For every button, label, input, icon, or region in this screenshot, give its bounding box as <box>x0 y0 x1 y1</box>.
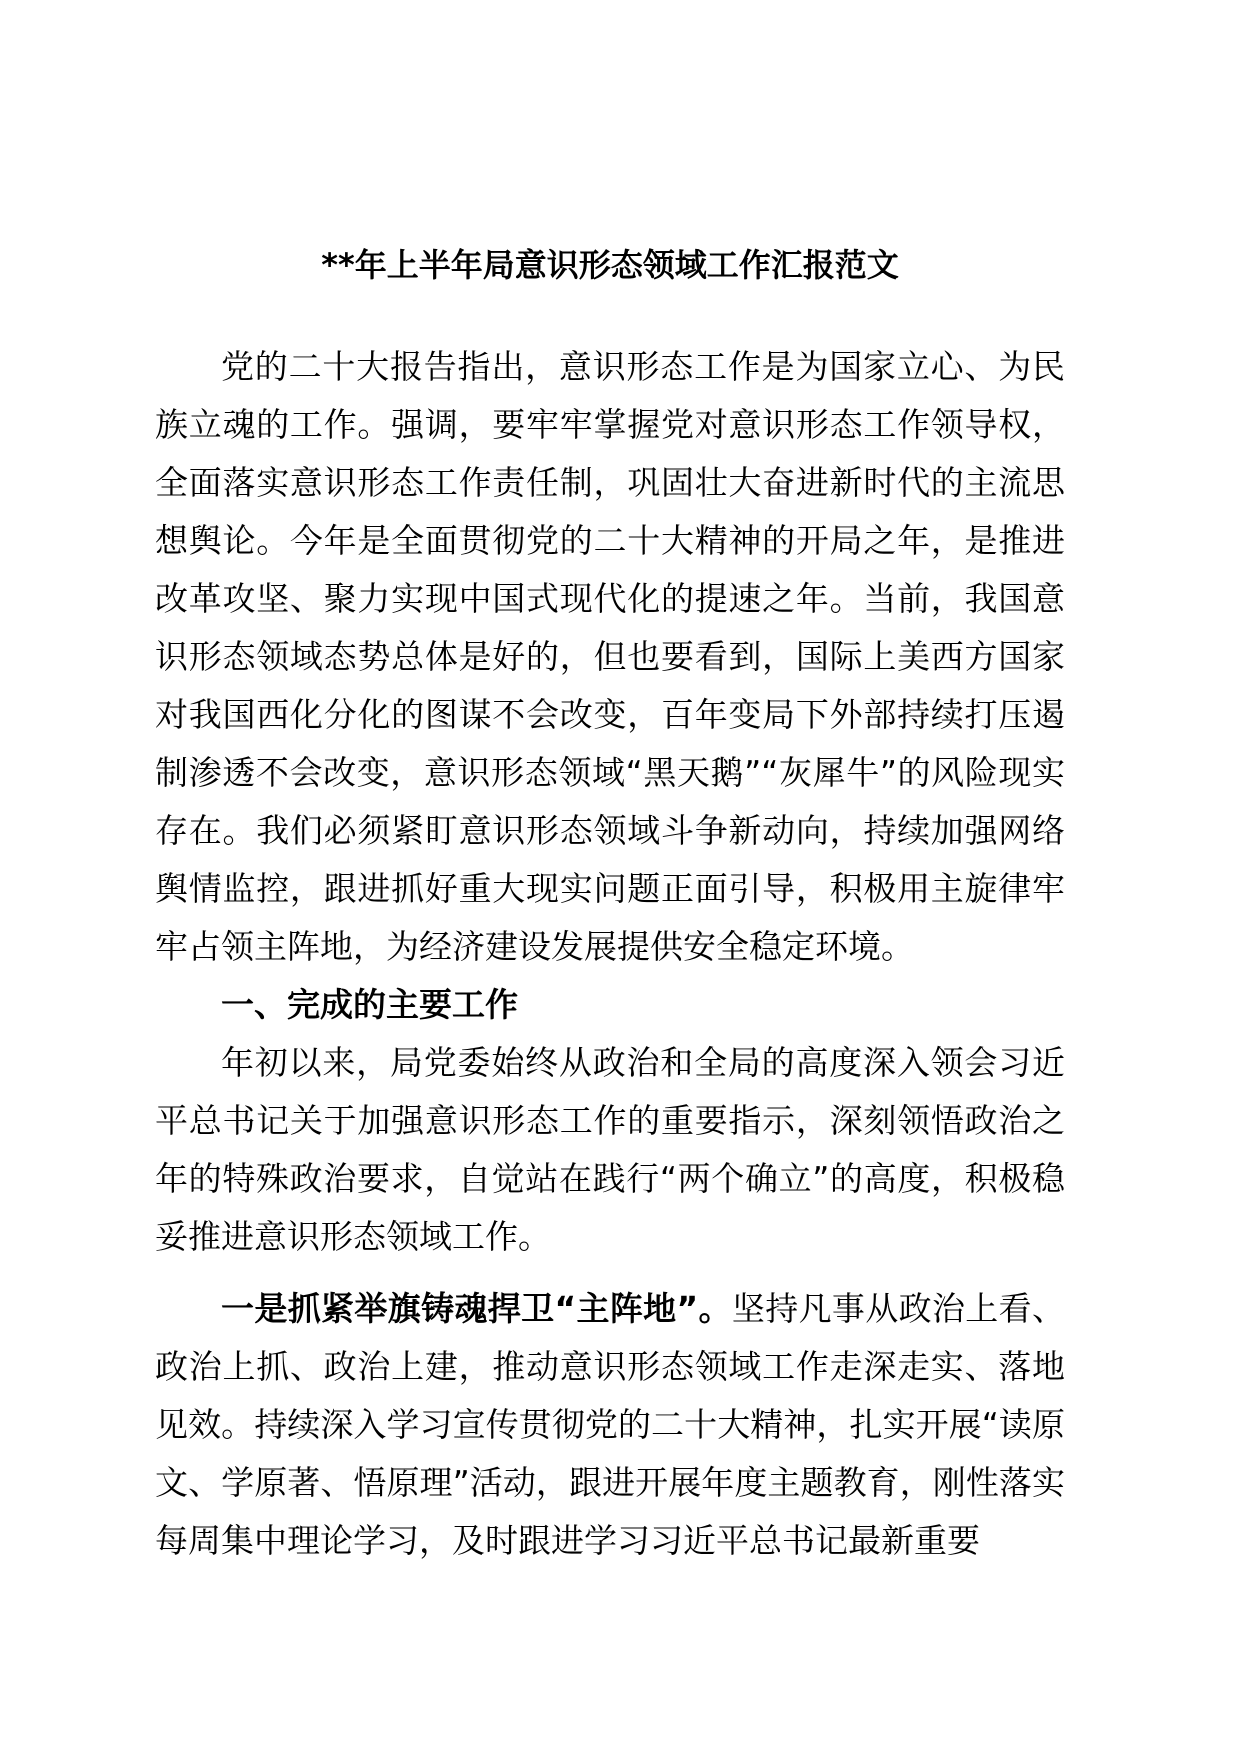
document-body <box>155 338 1065 1570</box>
point-paragraph <box>155 1280 1065 1570</box>
point-text: 坚持凡事从政治上看、政治上抓、政治上建，推动意识形态领域工作走深走实、落地见效。持续深入学习宣传贯彻党的二十大精神，扎实开展“读原文、学原著、悟原理”活动，跟进开展年度主题教育，刚性落实每周集中理论学习，及时跟进学习习近平总书记最新重要 <box>155 1289 1065 1560</box>
point-lead: 一是抓紧举旗铸魂捍卫“主阵地”。 <box>221 1289 732 1328</box>
section-heading-main-work: 一、完成的主要工作 <box>221 985 518 1024</box>
section-paragraph: 年初以来，局党委始终从政治和全局的高度深入领会习近平总书记关于加强意识形态工作的重要指示，深刻领悟政治之年的特殊政治要求，自觉站在践行“两个确立”的高度，积极稳妥推进意识形态领域工作。 <box>155 1043 1065 1256</box>
intro-paragraph: 党的二十大报告指出，意识形态工作是为国家立心、为民族立魂的工作。强调，要牢牢掌握党对意识形态工作领导权，全面落实意识形态工作责任制，巩固壮大奋进新时代的主流思想舆论。今年是全面贯彻党的二十大精神的开局之年，是推进改革攻坚、聚力实现中国式现代化的提速之年。当前，我国意识形态领域态势总体是好的，但也要看到，国际上美西方国家对我国西化分化的图谋不会改变，百年变局下外部持续打压遏制渗透不会改变，意识形态领域“黑天鹅”“灰犀牛”的风险现实存在。我们必须紧盯意识形态领域斗争新动向，持续加强网络舆情监控，跟进抓好重大现实问题正面引导，积极用主旋律牢牢占领主阵地，为经济建设发展提供安全稳定环境。 <box>155 347 1065 966</box>
document-title: **年上半年局意识形态领域工作汇报范文 <box>321 246 899 284</box>
